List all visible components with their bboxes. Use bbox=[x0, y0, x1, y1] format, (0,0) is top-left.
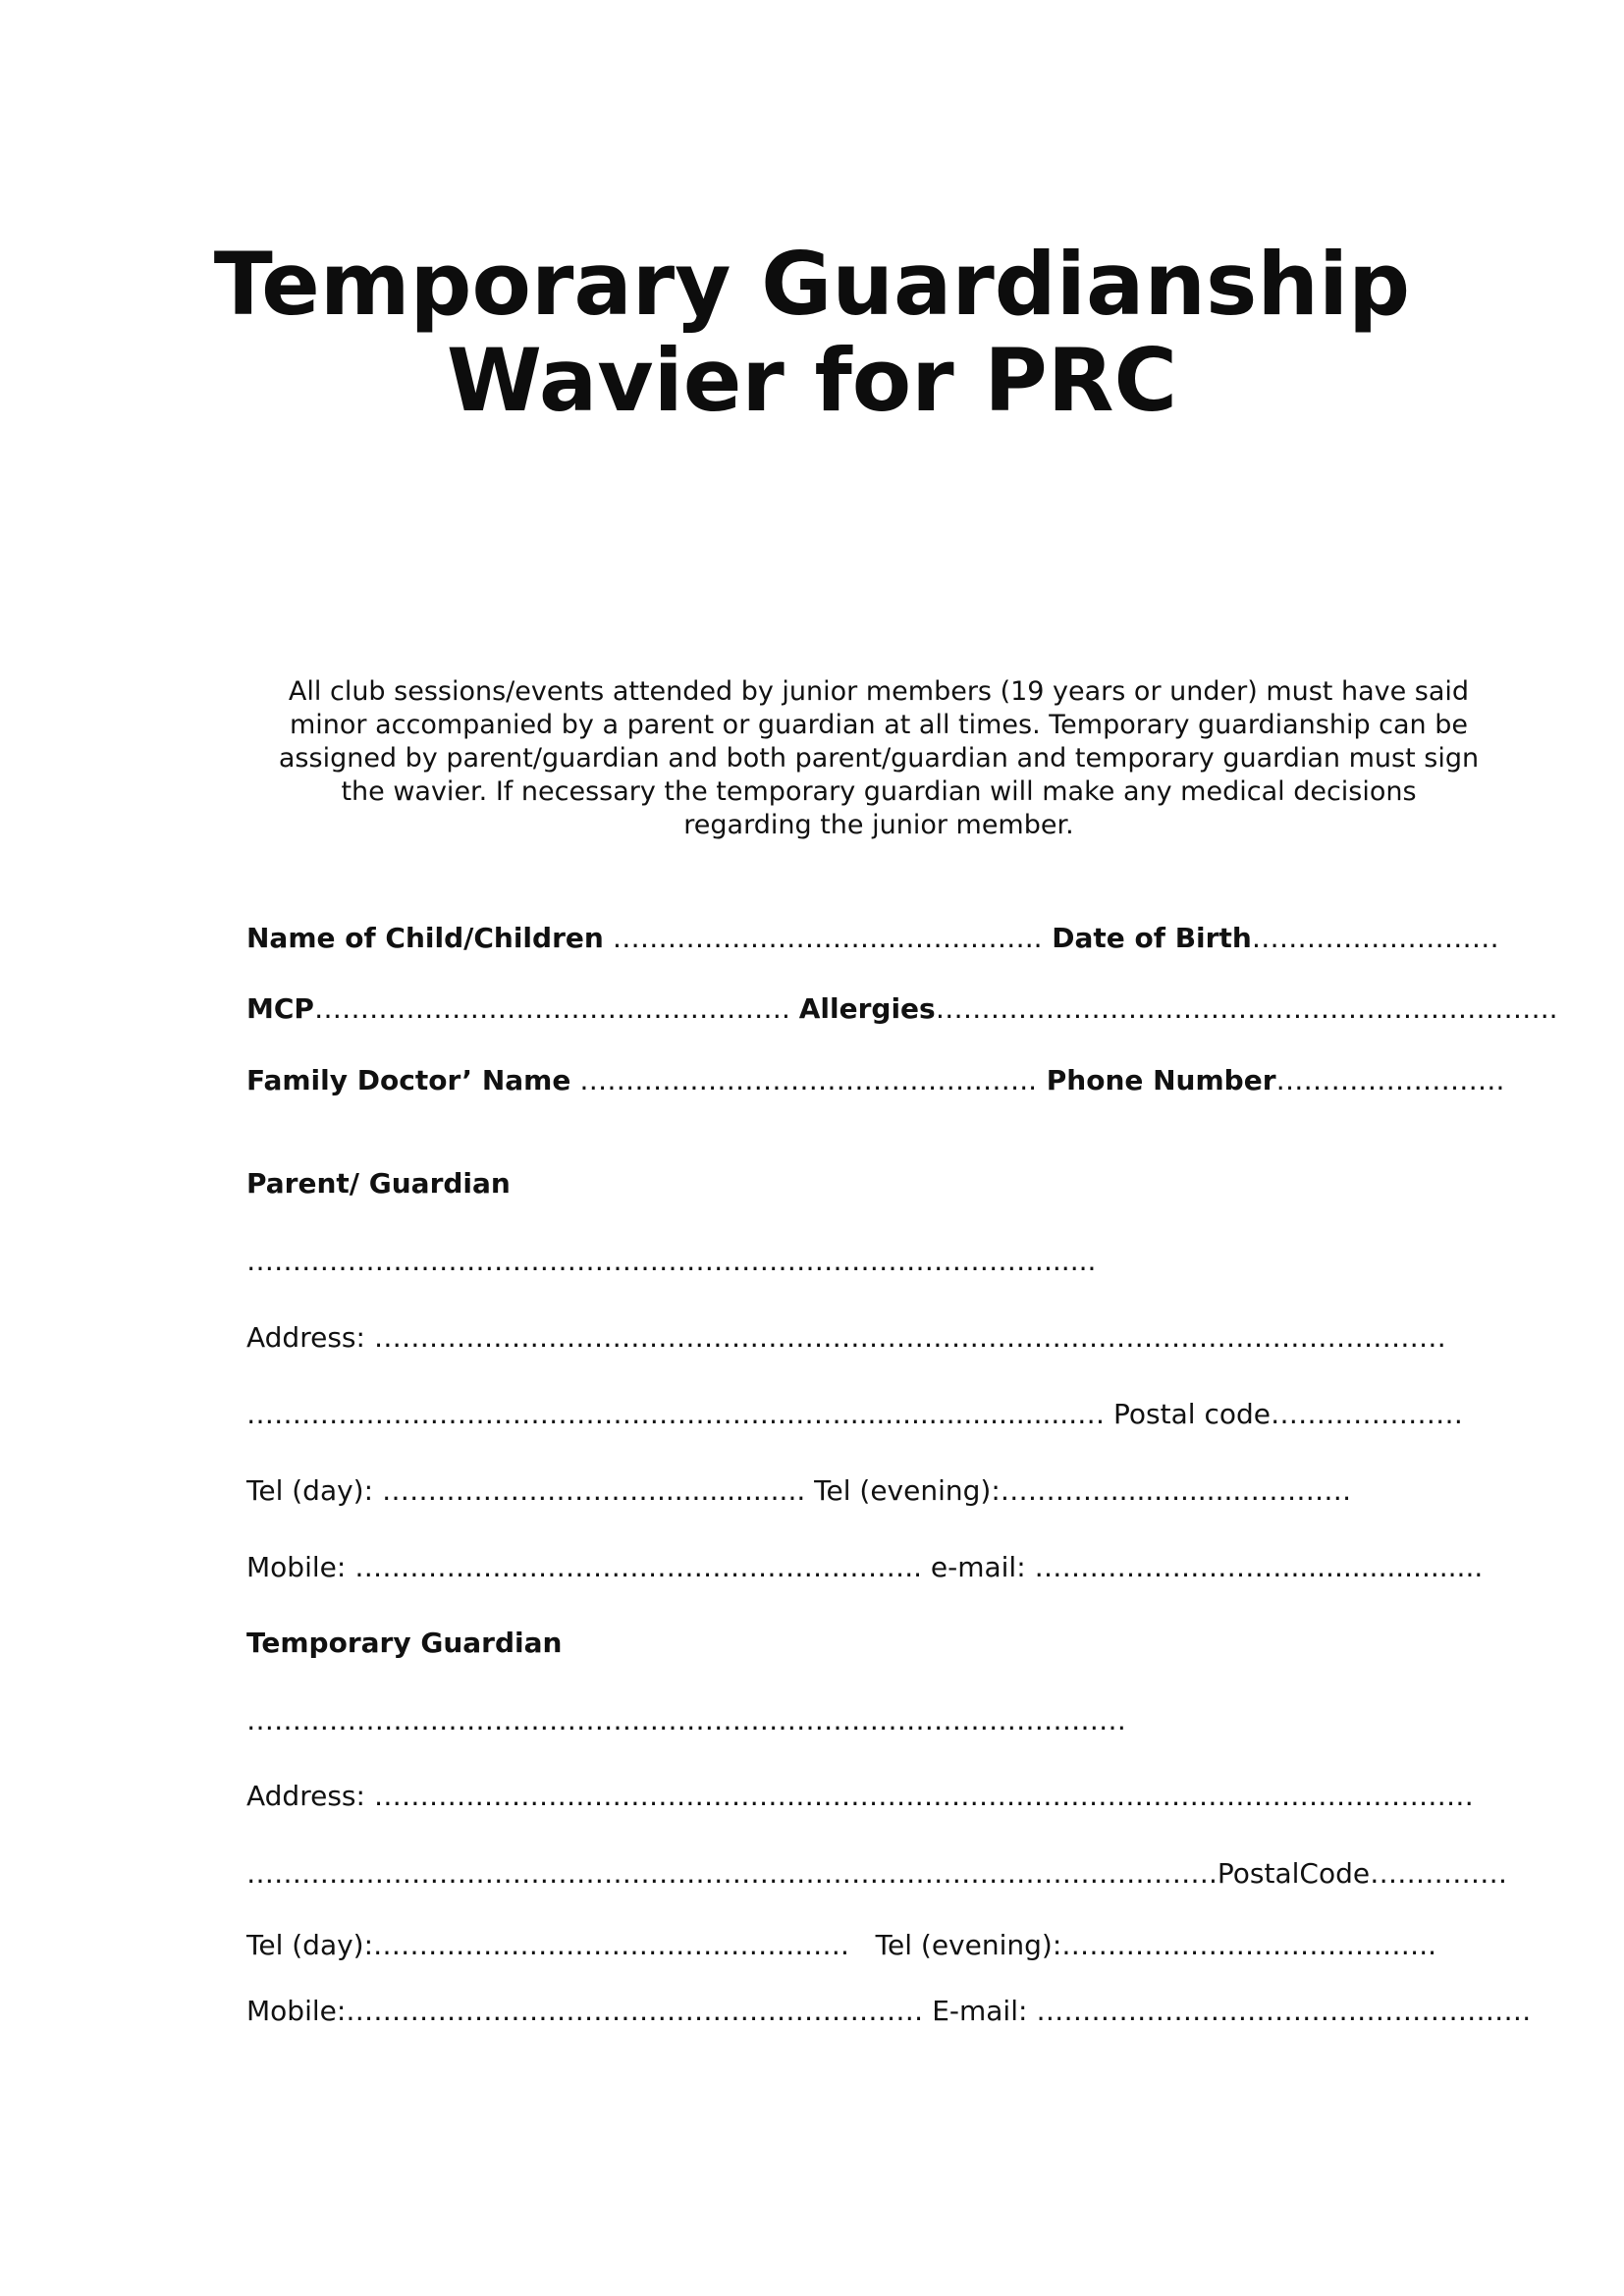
intro-line: minor accompanied by a parent or guardian at all times. Temporary guardianship can be bbox=[289, 710, 1469, 740]
child-name-label: Name of Child/Children bbox=[246, 922, 604, 954]
temporary-guardian-email-label: E-mail: bbox=[932, 1995, 1037, 2027]
date-of-birth-field[interactable]: ……………………… bbox=[1251, 922, 1499, 954]
parent-guardian-heading: Parent/ Guardian bbox=[246, 1167, 511, 1200]
temporary-guardian-address2-field[interactable]: …………………………………………………………………………………………… bbox=[246, 1857, 1209, 1890]
phone-number-label: Phone Number bbox=[1037, 1064, 1276, 1096]
parent-guardian-address-field[interactable]: ……………………………………………………………………………………………………… bbox=[373, 1321, 1446, 1354]
family-doctor-field[interactable]: ………………………………………….. bbox=[570, 1064, 1038, 1096]
parent-guardian-name-row bbox=[246, 1244, 1096, 1279]
temporary-guardian-postal-label: .PostalCode bbox=[1209, 1857, 1371, 1890]
temporary-guardian-address-label: Address: bbox=[246, 1780, 374, 1812]
form-title-line-1: Temporary Guardianship bbox=[213, 234, 1411, 335]
parent-guardian-tel-day-label: Tel (day): bbox=[246, 1474, 382, 1507]
temporary-guardian-tel-row bbox=[246, 1928, 1436, 1963]
allergies-label: Allergies bbox=[798, 992, 936, 1025]
temporary-guardian-mobile-field[interactable]: ……………………………………………………… bbox=[346, 1995, 933, 2027]
parent-guardian-address2-row bbox=[246, 1397, 1463, 1432]
parent-guardian-tel-evening-field[interactable]: …………...............………… bbox=[1000, 1474, 1352, 1507]
intro-line: All club sessions/events attended by junior members (19 years or under) must have said bbox=[288, 676, 1470, 707]
temporary-guardian-mobile-label: Mobile: bbox=[246, 1995, 347, 2027]
phone-number-field[interactable]: ……………………. bbox=[1275, 1064, 1505, 1096]
temporary-guardian-mobile-row bbox=[246, 1994, 1531, 2029]
temporary-guardian-name-field[interactable]: …………………………………………………………………………………… bbox=[246, 1704, 1126, 1736]
parent-guardian-tel-evening-label: Tel (evening): bbox=[814, 1474, 1001, 1507]
form-title-line-2: Wavier for PRC bbox=[446, 330, 1178, 431]
temporary-guardian-heading: Temporary Guardian bbox=[246, 1627, 563, 1659]
allergies-field[interactable]: ………………………………………………………….. bbox=[935, 992, 1558, 1025]
temporary-guardian-tel-evening-field[interactable]: ………………………………….. bbox=[1061, 1929, 1437, 1961]
intro-line: the wavier. If necessary the temporary guardian will make any medical decisions bbox=[341, 776, 1417, 807]
parent-guardian-email-field[interactable]: ………………………....................... bbox=[1034, 1551, 1484, 1583]
temporary-guardian-name-row bbox=[246, 1703, 1126, 1738]
temporary-guardian-postal-field[interactable]: …………… bbox=[1370, 1857, 1508, 1890]
parent-guardian-tel-row bbox=[246, 1473, 1351, 1509]
intro-paragraph bbox=[236, 675, 1522, 842]
parent-guardian-email-label: e-mail: bbox=[930, 1551, 1035, 1583]
intro-line: assigned by parent/guardian and both parent/guardian and temporary guardian must sign bbox=[278, 743, 1480, 774]
parent-guardian-mobile-row bbox=[246, 1550, 1483, 1585]
temporary-guardian-tel-day-field[interactable]: ……………………………………………. bbox=[373, 1929, 876, 1961]
temporary-guardian-address-row bbox=[246, 1779, 1474, 1814]
parent-guardian-address-label: Address: bbox=[246, 1321, 374, 1354]
mcp-label: MCP bbox=[246, 992, 314, 1025]
temporary-guardian-tel-evening-label: Tel (evening): bbox=[875, 1929, 1062, 1961]
parent-guardian-mobile-field[interactable]: …………………………………………………….. bbox=[354, 1551, 931, 1583]
temporary-guardian-tel-day-label: Tel (day): bbox=[246, 1929, 374, 1961]
parent-guardian-tel-day-field[interactable]: …………………………................. bbox=[381, 1474, 815, 1507]
parent-guardian-address2-field[interactable]: …………………………………………………..……...........................… bbox=[246, 1398, 1106, 1430]
family-doctor-label: Family Doctor’ Name bbox=[246, 1064, 571, 1096]
temporary-guardian-address-field[interactable]: ………………………………………………………………………………………………………… bbox=[373, 1780, 1474, 1812]
parent-guardian-postal-label: Postal code bbox=[1105, 1398, 1271, 1430]
intro-line: regarding the junior member. bbox=[683, 810, 1074, 840]
family-doctor-row bbox=[246, 1063, 1504, 1098]
child-name-field[interactable]: ……………………………………….. bbox=[603, 922, 1043, 954]
mcp-allergies-row bbox=[246, 991, 1558, 1027]
child-name-row bbox=[246, 921, 1499, 956]
temporary-guardian-address2-row bbox=[246, 1856, 1507, 1892]
parent-guardian-postal-field[interactable]: ………………… bbox=[1270, 1398, 1463, 1430]
temporary-guardian-email-field[interactable]: ……………………………………………… bbox=[1036, 1995, 1532, 2027]
parent-guardian-address-row bbox=[246, 1320, 1446, 1356]
mcp-field[interactable]: ……………………………………………. bbox=[313, 992, 799, 1025]
parent-guardian-mobile-label: Mobile: bbox=[246, 1551, 355, 1583]
date-of-birth-label: Date of Birth bbox=[1042, 922, 1252, 954]
parent-guardian-name-field[interactable]: ……………………………………………………………………………...... bbox=[246, 1245, 1097, 1277]
